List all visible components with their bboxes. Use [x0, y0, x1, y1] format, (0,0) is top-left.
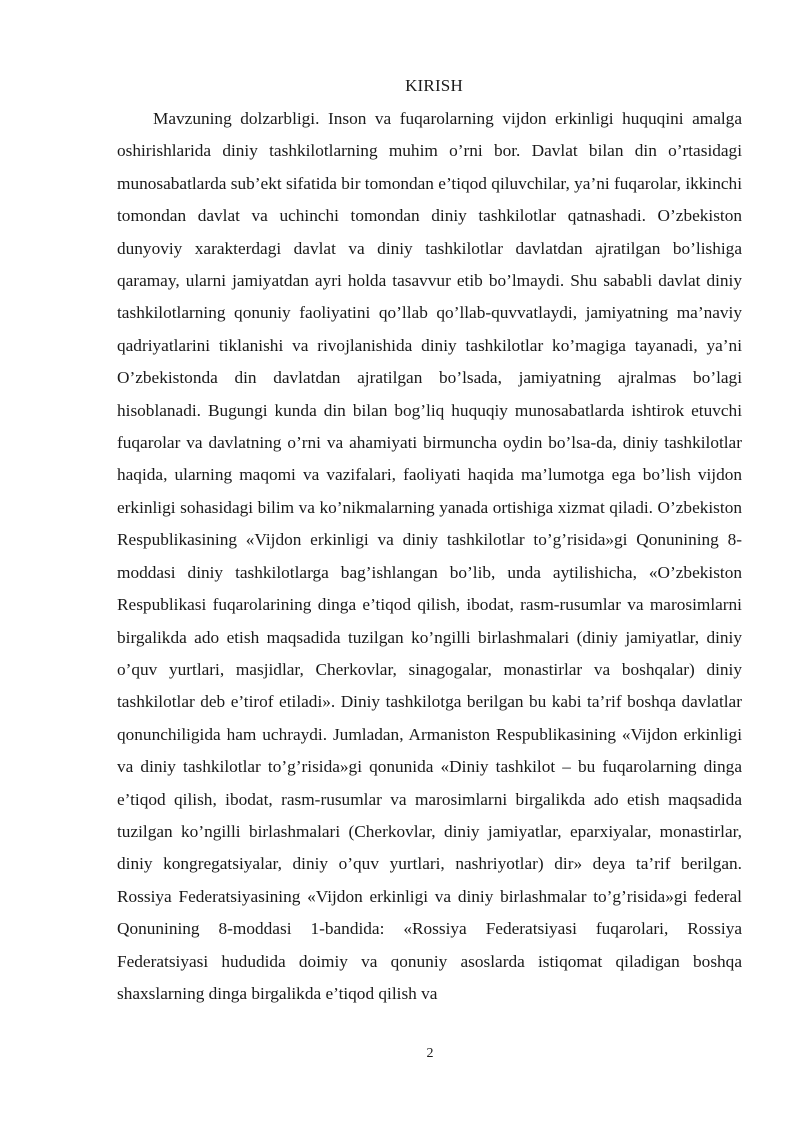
body-paragraph: Mavzuning dolzarbligi. Inson va fuqarolarning vijdon erkinligi huquqini amalga oshirishlarida diniy tashkilotlarning muhim o’rni bor. Davlat bilan din o’rtasidagi munosabatlarda sub’ekt sifatida bir tomondan e’tiqod qiluvchilar, ya’ni fuqarolar, ikkinchi tomondan davlat va uchinchi tomondan diniy tashkilotlar qatnashadi. O’zbekiston dunyoviy xarakterdagi davlat va diniy tashkilotlar davlatdan ajratilgan bo’lishiga qaramay, ularni jamiyatdan ayri holda tasavvur etib bo’lmaydi. Shu sababli davlat diniy tashkilotlarning qonuniy faoliyatini qo’llab qo’llab-quvvatlaydi, jamiyatning ma’naviy qadriyatlarini tiklanishi va rivojlanishida diniy tashkilotlar ko’magiga tayanadi, ya’ni O’zbekistonda din davlatdan ajratilgan bo’lsada, jamiyatning ajralmas bo’lagi hisoblanadi. Bugungi kunda din bilan bog’liq huquqiy munosabatlarda ishtirok etuvchi fuqarolar va davlatning o’rni va ahamiyati birmuncha oydin bo’lsa-da, diniy tashkilotlar haqida, ularning maqomi va vazifalari, faoliyati haqida ma’lumotga ega bo’lish vijdon erkinligi sohasidagi bilim va ko’nikmalarning yanada ortishiga xizmat qiladi. O’zbekiston Respublikasining «Vijdon erkinligi va diniy tashkilotlar to’g’risida»gi Qonunining 8-moddasi diniy tashkilotlarga bag’ishlangan bo’lib, unda aytilishicha, «O’zbekiston Respublikasi fuqarolarining dinga e’tiqod qilish, ibodat, rasm-rusumlar va marosimlarni birgalikda ado etish maqsadida tuzilgan ko’ngilli birlashmalari (diniy jamiyatlar, diniy o’quv yurtlari, masjidlar, Cherkovlar, sinagogalar, monastirlar va boshqalar) diniy tashkilotlar deb e’tirof etiladi». Diniy tashkilotga berilgan bu kabi ta’rif boshqa davlatlar qonunchiligida ham uchraydi. Jumladan, Armaniston Respublikasining «Vijdon erkinligi va diniy tashkilotlar to’g’risida»gi qonunida «Diniy tashkilot – bu fuqarolarning dinga e’tiqod qilish, ibodat, rasm-rusumlar va marosimlarni birgalikda ado etish maqsadida tuzilgan ko’ngilli birlashmalari (Cherkovlar, diniy jamiyatlar, eparxiyalar, monastirlar, diniy kongregatsiyalar, diniy o’quv yurtlari, nashriyotlar) dir» deya ta’rif berilgan. Rossiya Federatsiyasining «Vijdon erkinligi va diniy birlashmalar to’g’risida»gi federal Qonunining 8-moddasi 1-bandida: «Rossiya Federatsiyasi fuqarolari, Rossiya Federatsiyasi hududida doimiy va qonuniy asoslarda istiqomat qiladigan boshqa shaxslarning dinga birgalikda e’tiqod qilish va — [117, 109, 742, 1003]
page-number: 2 — [426, 1046, 434, 1061]
section-heading: KIRISH — [405, 76, 463, 95]
